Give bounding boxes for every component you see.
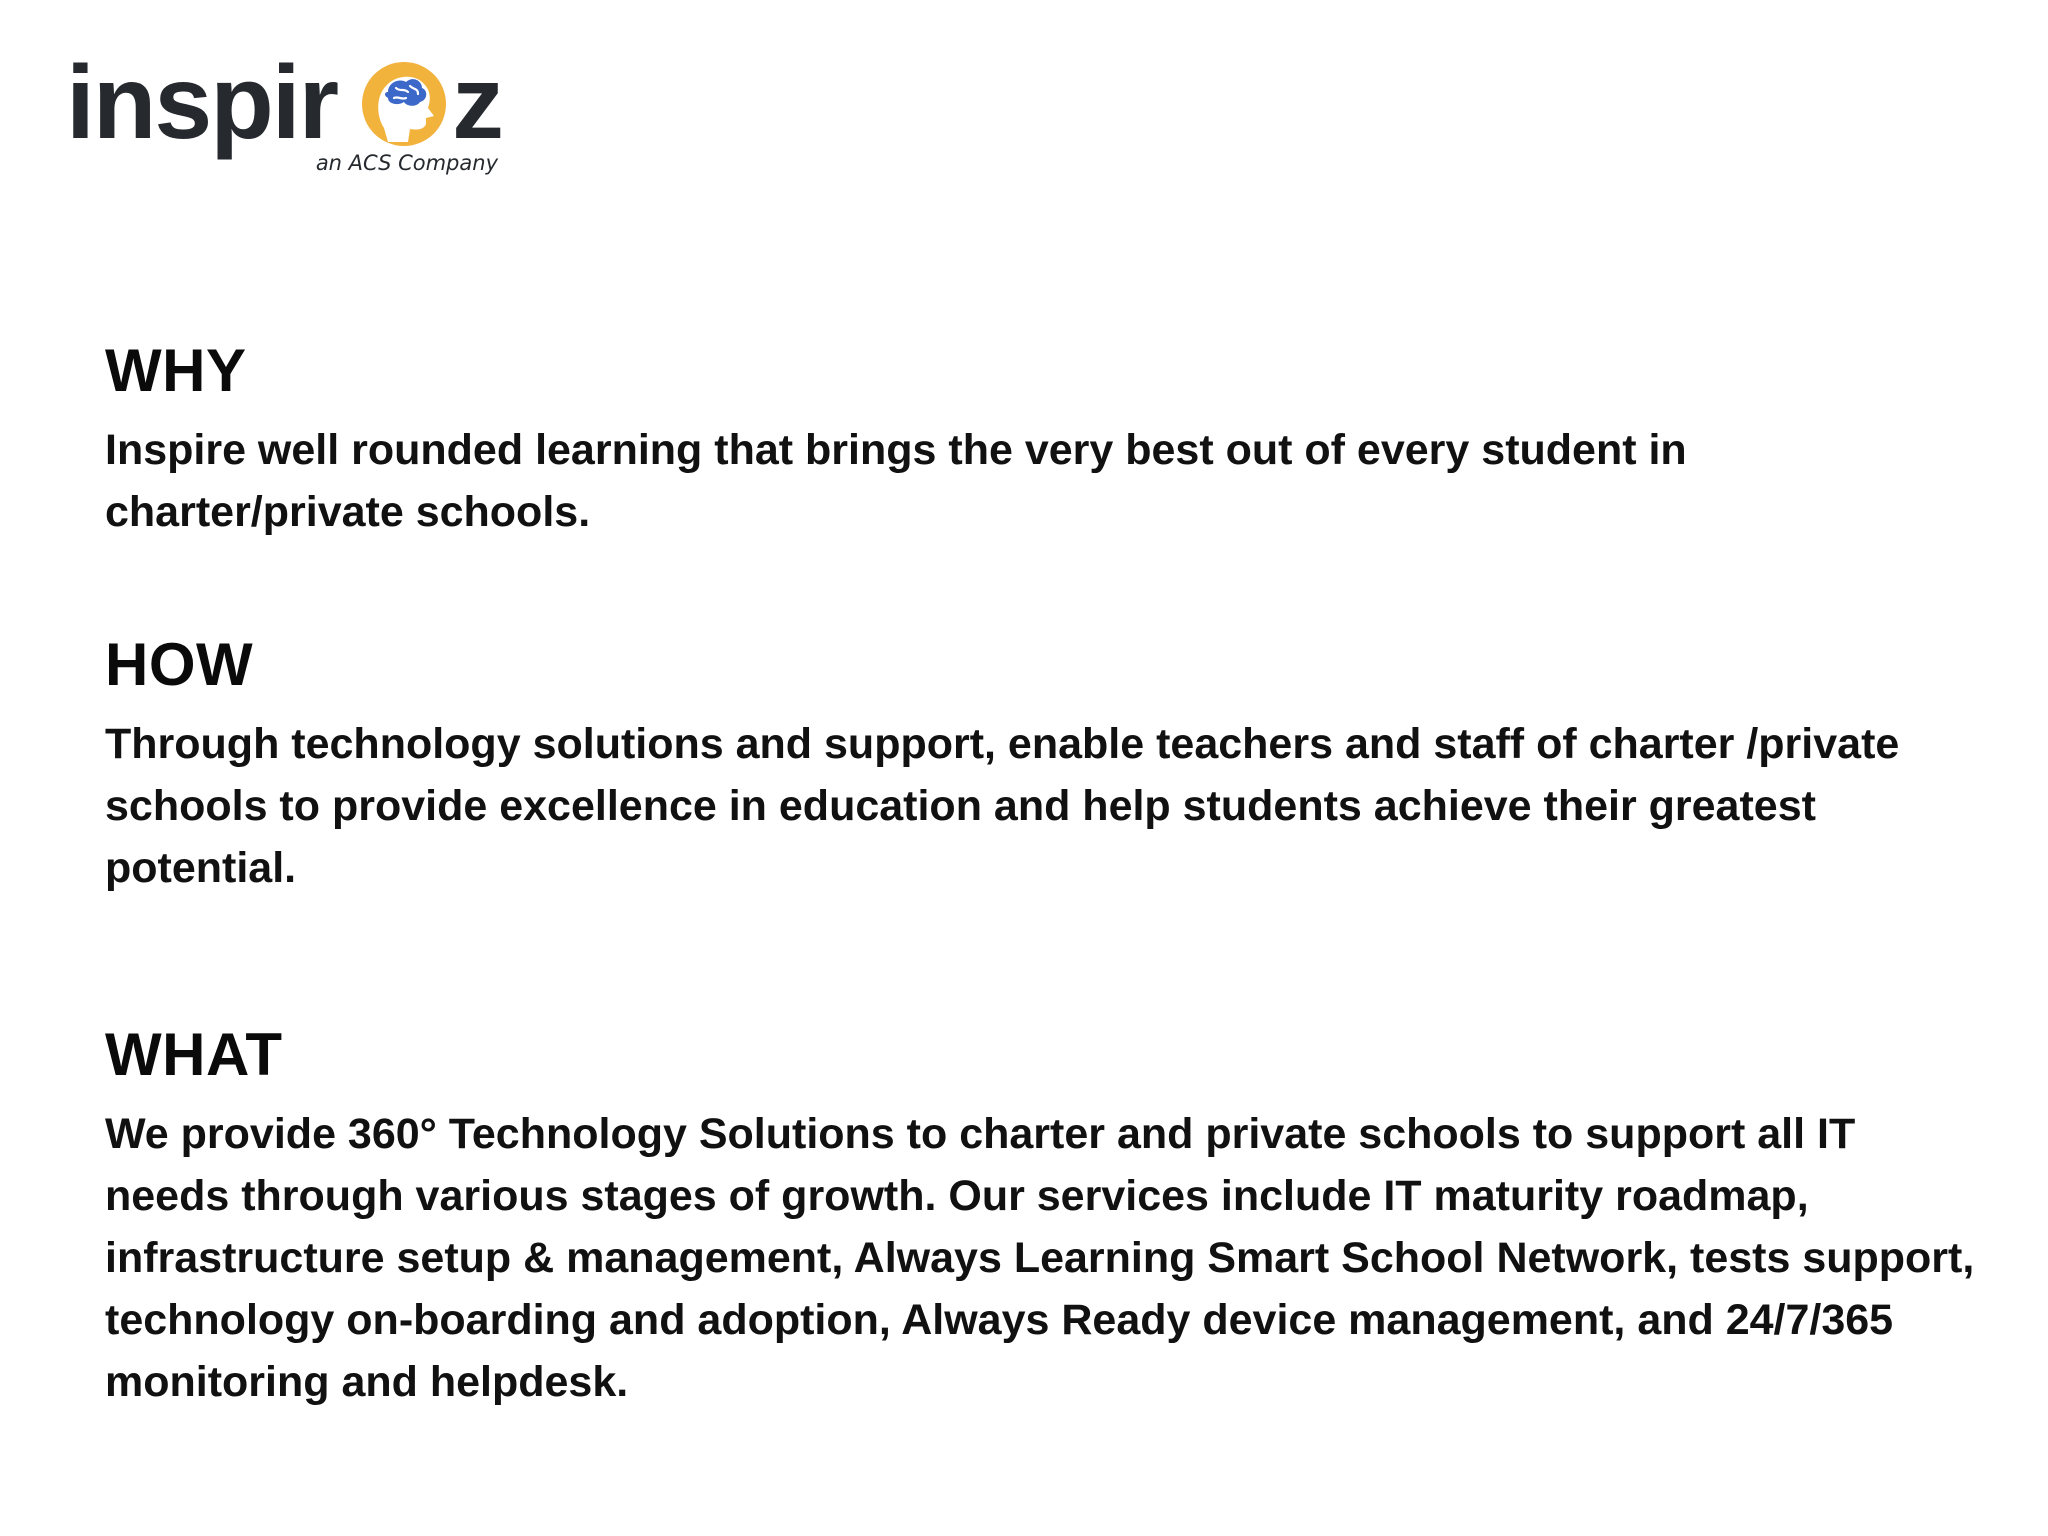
why-text: Inspire well rounded learning that brings the very best out of every student in charter/private schools. bbox=[105, 426, 1687, 536]
how-heading: HOW bbox=[105, 631, 254, 698]
inspiroz-logo bbox=[66, 46, 506, 176]
main-content bbox=[105, 335, 1985, 1413]
what-heading: WHAT bbox=[105, 1021, 283, 1088]
logo-wordmark-right: z bbox=[452, 46, 504, 161]
logo-wordmark-left: inspir bbox=[66, 46, 338, 161]
what-text: We provide 360° Technology Solutions to charter and private schools to support all IT needs through various stages of growth. Our services include IT maturity roadmap, infrastructure setup & management, Always Learning Smart School Network, tests support, technology on-boarding and adoption, Always Ready device management, and 24/7/365 monitoring and helpdesk. bbox=[105, 1110, 1975, 1406]
how-text: Through technology solutions and support, enable teachers and staff of charter /private schools to provide excellence in education and help students achieve their greatest potential. bbox=[105, 720, 1900, 892]
head-with-brain-icon bbox=[362, 62, 446, 146]
why-heading: WHY bbox=[105, 337, 247, 404]
company-logo bbox=[66, 46, 506, 176]
logo-tagline: an ACS Company bbox=[315, 151, 498, 175]
